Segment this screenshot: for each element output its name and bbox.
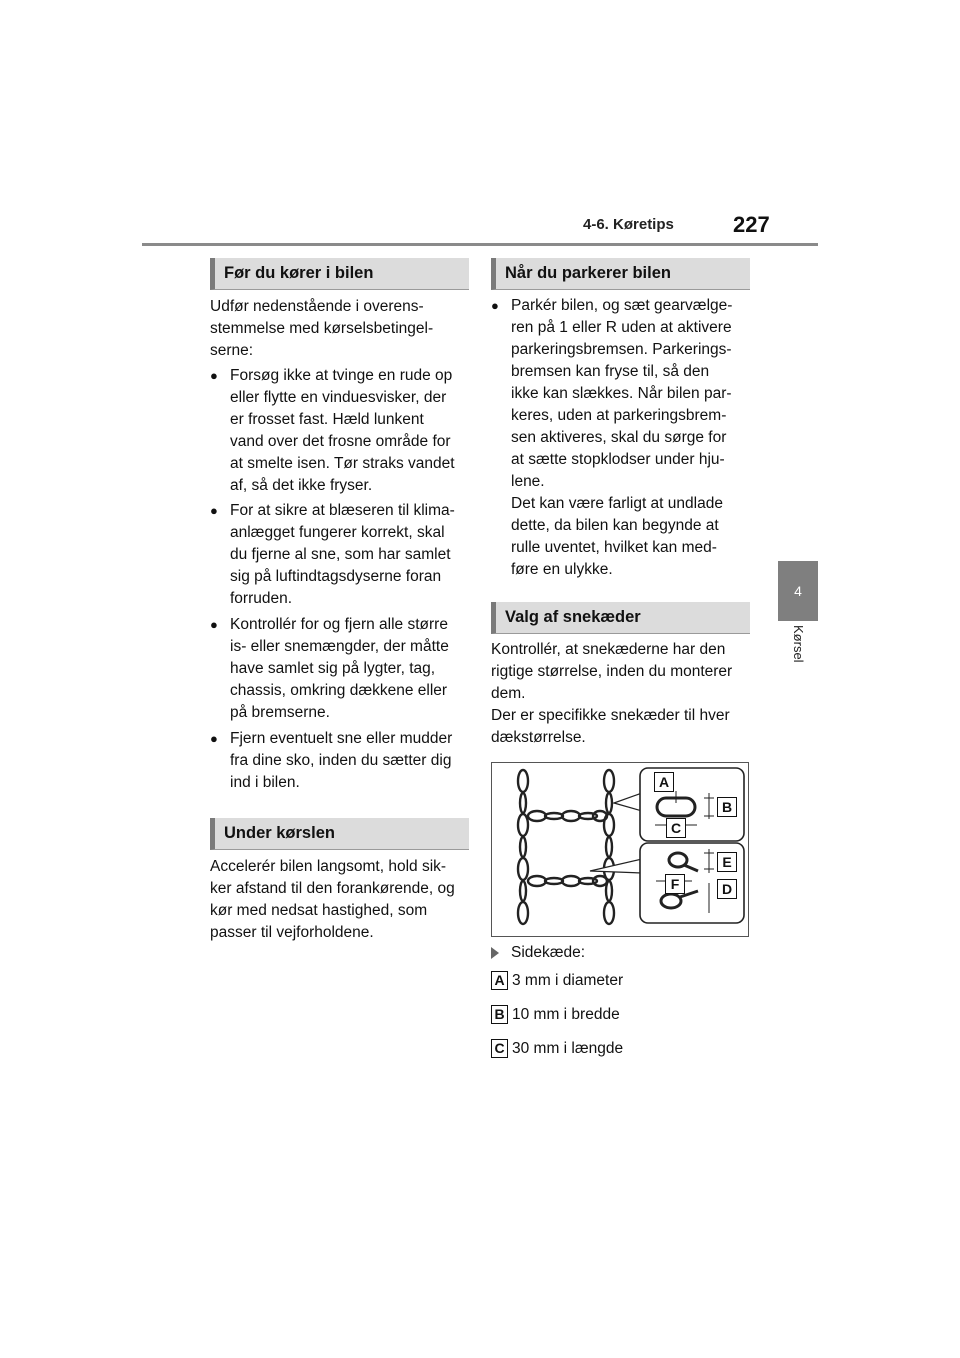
bullet-item: ● Fjern eventuelt sne eller mudder fra dine sko, inden du sætter dig ind i bilen. <box>210 728 492 794</box>
figure-label-b: B <box>717 797 737 817</box>
header-divider <box>142 243 818 246</box>
snow-chains-text: Kontrollér, at snekæderne har den rigtige størrelse, inden du monterer dem. Der er specifikke snekæder til hver dækstørrelse. <box>491 641 733 746</box>
side-chain-label: Sidekæde: <box>511 944 586 961</box>
snow-chain-figure <box>491 762 749 937</box>
spec-letter: B <box>491 1005 508 1024</box>
figure-label-c: C <box>666 818 686 838</box>
spec-letter: C <box>491 1039 508 1058</box>
spec-item-c <box>491 1038 623 1060</box>
spec-item-b <box>491 1004 620 1026</box>
section-title-before-driving: Før du kører i bilen <box>210 258 469 290</box>
page-number: 227 <box>733 212 770 237</box>
while-driving-text: Accelerér bilen langsomt, hold sik- ker afstand til den forankørende, og kør med nedsat hastighed, som passer til vejforholdene. <box>210 858 455 941</box>
triangle-bullet-icon <box>491 947 499 959</box>
spec-item-a <box>491 970 623 992</box>
bullet-item: ● Parkér bilen, og sæt gearvælge- ren på 1 eller R uden at aktivere parkeringsbremsen. Parkerings- bremsen kan fryse til, så den ikke kan slækkes. Når bilen par- keres, uden at parkeringsbrem- sen aktiveres, skal du sørge for at sætte stopklodser under hju- lene. Det kan være farligt at undlade dette, da bilen kan begynde at rulle uventet, hvilket kan med- føre en ulykke. <box>491 295 773 581</box>
figure-label-d: D <box>717 879 737 899</box>
spec-text: 30 mm i længde <box>512 1040 624 1057</box>
snow-chain-illustration <box>492 763 748 936</box>
chapter-tab-label: Kørsel <box>791 625 806 663</box>
chapter-heading: 4-6. Køretips <box>583 216 674 233</box>
spec-text: 10 mm i bredde <box>512 1006 620 1023</box>
bullet-item: ● Kontrollér for og fjern alle større is- eller snemængder, der måtte have samlet sig på lygter, tag, chassis, omkring dækkene eller på bremserne. <box>210 614 492 724</box>
side-chain-heading <box>491 942 761 964</box>
figure-label-a: A <box>654 772 674 792</box>
bullet-item: ● For at sikre at blæseren til klima- anlægget fungerer korrekt, skal du fjerne al sne, som har samlet sig på luftindtagsdyserne foran forruden. <box>210 500 492 610</box>
figure-label-e: E <box>717 852 737 872</box>
spec-letter: A <box>491 971 508 990</box>
figure-label-f: F <box>665 874 685 894</box>
bullet-item: ● Forsøg ikke at tvinge en rude op eller flytte en vinduesvisker, der er frosset fast. Hæld lunkent vand over det frosne område for at smelte isen. Tør straks vandet af, så det ikke fryser. <box>210 365 492 497</box>
section-intro: Udfør nedenstående i overens- stemmelse med kørselsbetingel- serne: <box>210 298 434 359</box>
spec-text: 3 mm i diameter <box>512 972 624 989</box>
section-title-while-driving: Under kørslen <box>210 818 469 850</box>
chapter-tab: 4 <box>778 561 818 621</box>
section-title-parking: Når du parkerer bilen <box>491 258 750 290</box>
section-title-snow-chains: Valg af snekæder <box>491 602 750 634</box>
